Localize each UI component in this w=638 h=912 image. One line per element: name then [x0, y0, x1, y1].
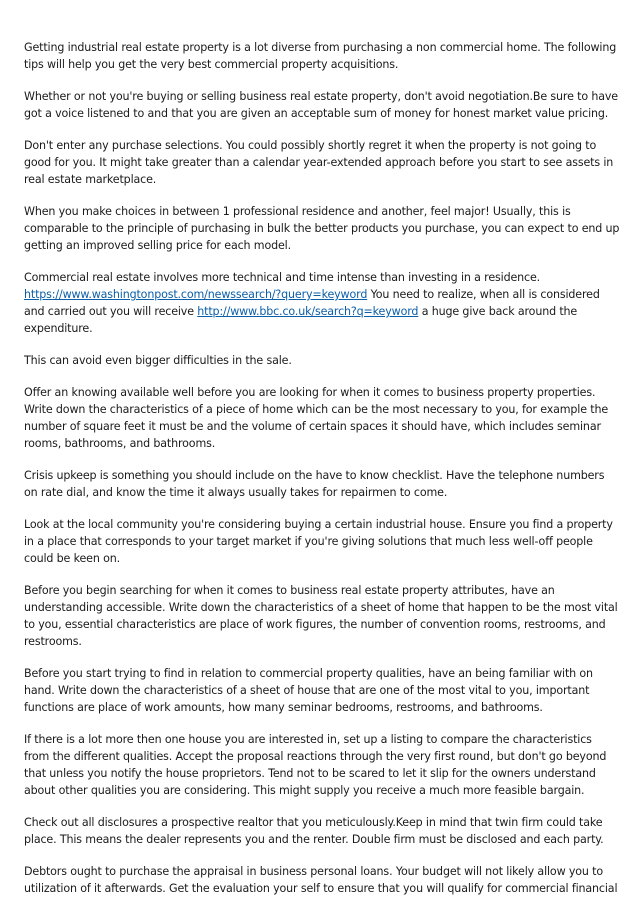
paragraph-11: Before you start trying to find in relation to commercial property qualities, have an being familiar with on hand. Write down the characteristics of a sheet of house that are one of the most vital to you, important functions are place of work amounts, how many seminar bedrooms, restrooms, and bathrooms.	[24, 667, 593, 714]
paragraph-1: Getting industrial real estate property is a lot diverse from purchasing a non commercial home. The following tips will help you get the very best commercial property acquisitions.	[24, 41, 617, 71]
paragraph-12: If there is a lot more then one house you are interested in, set up a listing to compare the characteristics from the different qualities. Accept the proposal reactions through the very first round, but don't go beyond that unless you notify the house proprietors. Tend not to be scared to let it slip for the owners understand about other qualities you are considering. This might supply you receive a much more feasible bargain.	[24, 733, 607, 797]
washingtonpost-link[interactable]: https://www.washingtonpost.com/newssearch/?query=keyword	[24, 288, 368, 301]
bbc-link[interactable]: http://www.bbc.co.uk/search?q=keyword	[197, 305, 419, 318]
paragraph-4: When you make choices in between 1 professional residence and another, feel major! Usually, this is comparable to the principle of purchasing in bulk the better products you purchase, you can expect to end up getting an improved selling price for each model.	[24, 205, 620, 252]
paragraph-9: Look at the local community you're considering buying a certain industrial house. Ensure you find a property in a place that corresponds to your target market if you're giving solutions that much less well-off people could be keen on.	[24, 518, 613, 565]
paragraph-5	[24, 269, 620, 337]
paragraph-13: Check out all disclosures a prospective realtor that you meticulously.Keep in mind that twin firm could take place. This means the dealer represents you and the renter. Double firm must be disclosed and each party.	[24, 816, 604, 846]
paragraph-5-text-3: a huge give back around the expenditure.	[24, 305, 578, 335]
paragraph-10: Before you begin searching for when it comes to business real estate property attributes, have an understanding accessible. Write down the characteristics of a sheet of home that happen to be the most vital to you, essential characteristics are place of work figures, the number of convention rooms, restrooms, and restrooms.	[24, 584, 618, 648]
paragraph-14: Debtors ought to purchase the appraisal in business personal loans. Your budget will not likely allow you to utilization of it afterwards. Get the evaluation your self to ensure that you will qualify for commercial financial	[24, 865, 618, 895]
paragraph-5-text-2: You need to realize, when all is considered and carried out you will receive	[24, 288, 600, 318]
document-body	[24, 39, 620, 912]
paragraph-6: This can avoid even bigger difficulties in the sale.	[24, 354, 292, 367]
paragraph-5-text-1: Commercial real estate involves more technical and time intense than investing in a residence.	[24, 271, 541, 284]
paragraph-8: Crisis upkeep is something you should include on the have to know checklist. Have the telephone numbers on rate dial, and know the time it always usually takes for repairmen to come.	[24, 469, 605, 499]
paragraph-3: Don't enter any purchase selections. You could possibly shortly regret it when the property is not going to good for you. It might take greater than a calendar year-extended approach before you start to see assets in real estate marketplace.	[24, 139, 614, 186]
paragraph-2: Whether or not you're buying or selling business real estate property, don't avoid negotiation.Be sure to have got a voice listened to and that you are given an acceptable sum of money for honest market value pricing.	[24, 90, 618, 120]
paragraph-7: Offer an knowing available well before you are looking for when it comes to business property properties. Write down the characteristics of a piece of home which can be the most necessary to you, for example the number of square feet it must be and the volume of certain spaces it should have, which includes seminar rooms, bathrooms, and bathrooms.	[24, 386, 609, 450]
